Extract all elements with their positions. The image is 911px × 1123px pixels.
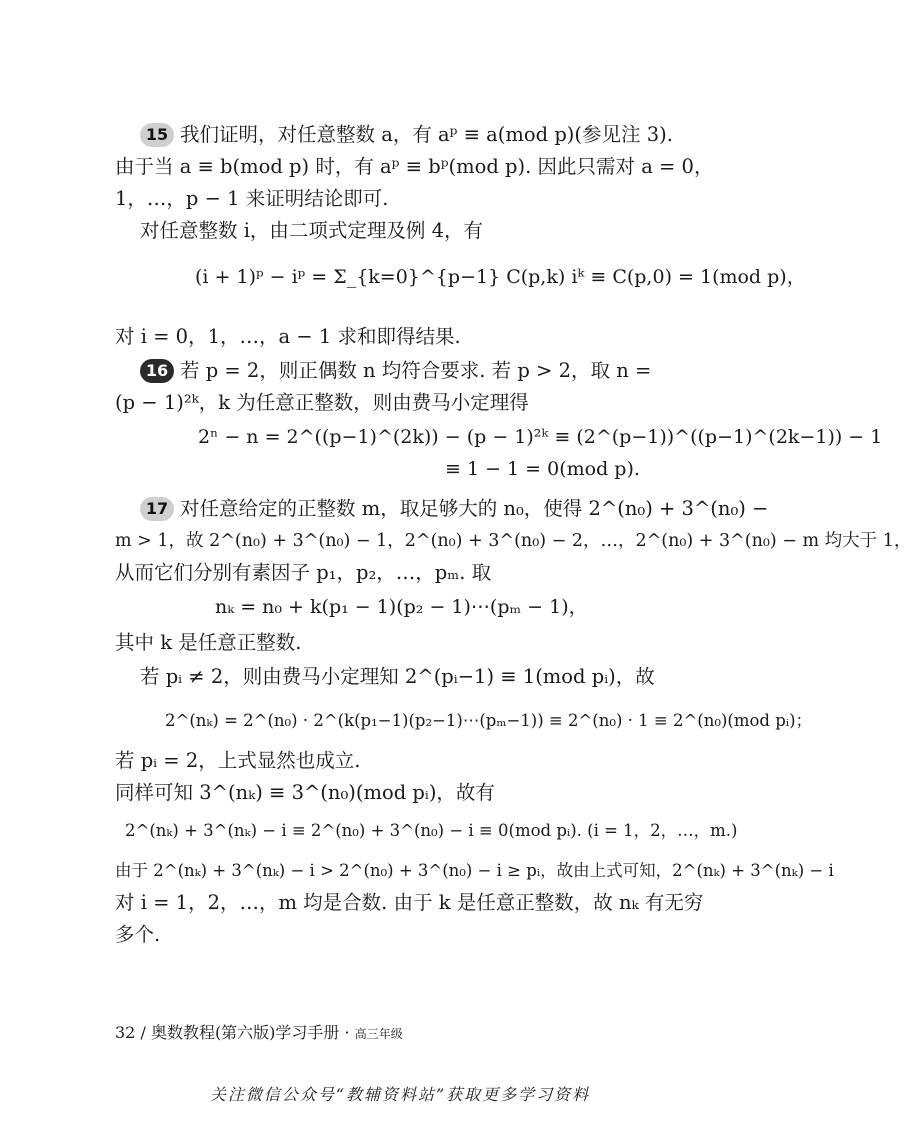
p17-equation-3: 2^(nₖ) + 3^(nₖ) − i ≡ 2^(n₀) + 3^(n₀) − i ≡ 0(mod pᵢ). (i = 1，2，…，m.) bbox=[125, 821, 738, 840]
page-footer bbox=[115, 1020, 403, 1047]
p16-equation-1: 2ⁿ − n = 2^((p−1)^(2k)) − (p − 1)²ᵏ ≡ (2^(p−1))^((p−1)^(2k−1)) − 1 bbox=[198, 426, 883, 448]
p17-line-6: 若 pᵢ = 2，上式显然也成立. bbox=[115, 749, 361, 772]
p17-text-1: 对任意给定的正整数 m，取足够大的 n₀，使得 2^(n₀) + 3^(n₀) − bbox=[180, 497, 769, 520]
p16-equation-2: ≡ 1 − 1 = 0(mod p). bbox=[445, 458, 640, 480]
book-title: 奥数教程(第六版)学习手册 · bbox=[150, 1023, 350, 1042]
problem-17-badge: 17 bbox=[140, 497, 174, 521]
p17-line-2: m > 1，故 2^(n₀) + 3^(n₀) − 1，2^(n₀) + 3^(n₀) − 2，…，2^(n₀) + 3^(n₀) − m 均大于 1， bbox=[115, 531, 911, 551]
problem-16-badge: 16 bbox=[140, 359, 174, 383]
grade-label: 高三年级 bbox=[354, 1027, 403, 1041]
bottom-note: 关注微信公众号“教辅资料站”获取更多学习资料 bbox=[209, 1085, 591, 1104]
p15-line-5: 对 i = 0，1，…，a − 1 求和即得结果. bbox=[115, 325, 461, 348]
p15-line-4: 对任意整数 i，由二项式定理及例 4，有 bbox=[140, 219, 484, 242]
p17-line-10: 多个. bbox=[115, 923, 161, 946]
p15-line-1 bbox=[140, 120, 673, 150]
p17-line-8: 由于 2^(nₖ) + 3^(nₖ) − i > 2^(n₀) + 3^(n₀) − i ≥ pᵢ，故由上式可知，2^(nₖ) + 3^(nₖ) − i bbox=[115, 861, 834, 880]
p16-line-1 bbox=[140, 356, 651, 386]
p15-line-2: 由于当 a ≡ b(mod p) 时，有 aᵖ ≡ bᵖ(mod p). 因此只需对 a = 0， bbox=[115, 155, 714, 178]
p17-line-7: 同样可知 3^(nₖ) ≡ 3^(n₀)(mod pᵢ)，故有 bbox=[115, 781, 495, 804]
problem-15-badge: 15 bbox=[140, 123, 174, 147]
p15-text-1: 我们证明，对任意整数 a，有 aᵖ ≡ a(mod p)(参见注 3). bbox=[180, 123, 673, 146]
p16-line-2: (p − 1)²ᵏ，k 为任意正整数，则由费马小定理得 bbox=[115, 391, 529, 414]
page-number: 32 / bbox=[115, 1023, 146, 1042]
p17-line-9: 对 i = 1，2，…，m 均是合数. 由于 k 是任意正整数，故 nₖ 有无穷 bbox=[115, 891, 704, 914]
p16-text-1: 若 p = 2，则正偶数 n 均符合要求. 若 p > 2，取 n = bbox=[180, 359, 652, 382]
p15-equation: (i + 1)ᵖ − iᵖ = Σ_{k=0}^{p−1} C(p,k) iᵏ ≡ C(p,0) = 1(mod p)， bbox=[195, 266, 806, 288]
p17-line-5: 若 pᵢ ≠ 2，则由费马小定理知 2^(pᵢ−1) ≡ 1(mod pᵢ)，故 bbox=[140, 665, 655, 688]
p17-equation-2: 2^(nₖ) = 2^(n₀) · 2^(k(p₁−1)(p₂−1)⋯(pₘ−1)) ≡ 2^(n₀) · 1 ≡ 2^(n₀)(mod pᵢ)； bbox=[165, 711, 813, 730]
p15-line-3: 1，…，p − 1 来证明结论即可. bbox=[115, 187, 389, 210]
p17-line-1 bbox=[140, 494, 768, 524]
p17-equation-1: nₖ = n₀ + k(p₁ − 1)(p₂ − 1)⋯(pₘ − 1)， bbox=[215, 596, 588, 618]
p17-line-4: 其中 k 是任意正整数. bbox=[115, 631, 302, 654]
p17-line-3: 从而它们分别有素因子 p₁，p₂，…，pₘ. 取 bbox=[115, 561, 492, 584]
